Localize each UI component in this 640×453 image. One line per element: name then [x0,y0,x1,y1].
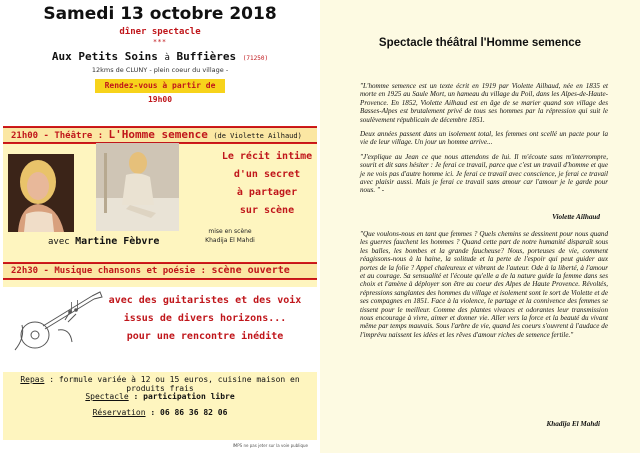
venue-name: Aux Petits Soins [51,50,158,63]
musique-tagline [85,292,320,346]
theatre-header [3,126,317,144]
theatre-author: (de Violette Ailhaud) [213,132,302,140]
article-paragraph: "L'homme semence est un texte écrit en 1919 par Violette Ailhaud, née en 1835 et morte en 1925 au Saule Mort, un hameau du village du Poil, dans les Alpes-de-Haute-Provence. En 1852, Violette Ailhaud est en âge de se marier quand son village des Basses-Alpes est brutalement privé de tous ses hommes par la répression qui suit le soulèvement républicain de décembre 1851. [360,82,608,124]
director-label: mise en scène [208,228,252,235]
article-quote: "J'explique au Jean ce que nous attendons de lui. Il m'écoute sans m'interrompre, sourit et dit sans hésiter : Je ferai ce travail, parce que c'est un travail d'homme et que je ne vois pas d'autre homme ici. Je ferai ce travail avec conscience, je ferai ce travail avec plaisir aussi. Mais je ferai ce travail sans amour car l'amour je le garde pour nous. " - [360,152,608,195]
musique-line: issus de divers horizons... [123,313,287,324]
article-quote-long: "Que voulons-nous en tant que femmes ? Quels chemins se dessinent pour nous quand les guerres fauchent les hommes ? Quand cette part de notre humanité disparaît sous les balles, les bombes et la grande faucheuse? Nous, porteuses de vie, comment réagissons-nous à la haine, la solitude et la perte de l'espoir qui peut guider aux portes de la folie ? Appel chaleureux et vibrant de l'auteur. Ode à la liberté, à l'amour et au courage. Sa sensualité et l'écoute qu'elle a de la nature guide la femme dans ses choix et l'amène à déployer son être au coeur des Alpes de Haute Provence. Révoltés, répressions sanglantes des hommes du village et isolement sont le sort de Violette et de ses compagnes en 1851. Face à la violence, le partage et la connivence des femmes se tissent pour le meilleur. Comme des plantes vivaces et odorantes leur transmission nous encourage à vivre, aimer et donner vie. Aller vers la force et la beauté du vivant même par temps mauvais. Sous l'arbre de vie, quand les coeurs s'ouvrent à l'audace de l'imprévu naissent les idées et les rêves d'amour riches de semence fertile." [360,230,608,339]
theatre-title: L'Homme semence [108,128,208,141]
musique-header [3,262,317,280]
event-subtitle: dîner spectacle [119,27,201,37]
spectacle-text: : participation libre [133,392,235,401]
signature-violette: Violette Ailhaud [552,213,600,221]
reservation-label: Réservation [92,408,146,417]
event-date: Samedi 13 octobre 2018 [43,4,277,24]
performer-label: avec [48,237,70,247]
spectacle-info [0,392,320,401]
performer [48,236,159,247]
repas-label: Repas [20,375,45,384]
stage-photo [96,143,179,231]
venue-zip: (71250) [242,55,269,62]
signature-khadija: Khadija El Mahdi [546,420,600,428]
tagline-line: sur scène [239,205,295,216]
reservation-phone: : 06 86 36 82 06 [150,408,228,417]
musique-line: avec des guitaristes et des voix [108,295,302,306]
director-name: Khadija El Mahdi [205,237,255,244]
spectacle-label: Spectacle [85,392,129,401]
article-paragraph: Deux années passent dans un isolement total, les femmes ont scellé un pacte pour la vie de leur village. Un jour un homme arrive... [360,130,608,147]
venue-preposition: à [164,53,170,63]
venue-village: Buffières [176,50,237,63]
rendez-vous-banner: Rendez-vous à partir de 19h00 [95,79,225,93]
footer-note: IMPS ne pas jeter sur la voie publique [232,443,308,448]
article-intro [360,82,608,201]
musique-time: 22h30 - Musique chansons et poésie : [11,266,207,276]
musique-line: pour une rencontre inédite [126,331,284,342]
venue-location: 12kms de CLUNY - plein coeur du village - [91,66,229,74]
repas-info [0,375,320,393]
repas-text: : formule variée à 12 ou 15 euros, cuisine maison en produits frais [49,375,300,393]
venue [0,50,320,63]
theatre-time: 21h00 - Théâtre : [11,131,104,141]
reservation-info [0,408,320,417]
article-page [320,0,640,453]
director-credit [190,227,270,245]
article-title: Spectacle théâtral l'Homme semence [378,37,582,49]
musique-title: scène ouverte [211,265,290,276]
performer-name: Martine Fèbvre [75,236,160,247]
tagline-line: Le récit intime [221,151,313,162]
theatre-tagline [212,148,320,220]
actress-photo [8,154,74,232]
tagline-line: à partager [236,187,298,198]
stars-divider: *** [153,38,167,46]
tagline-line: d'un secret [233,169,301,180]
